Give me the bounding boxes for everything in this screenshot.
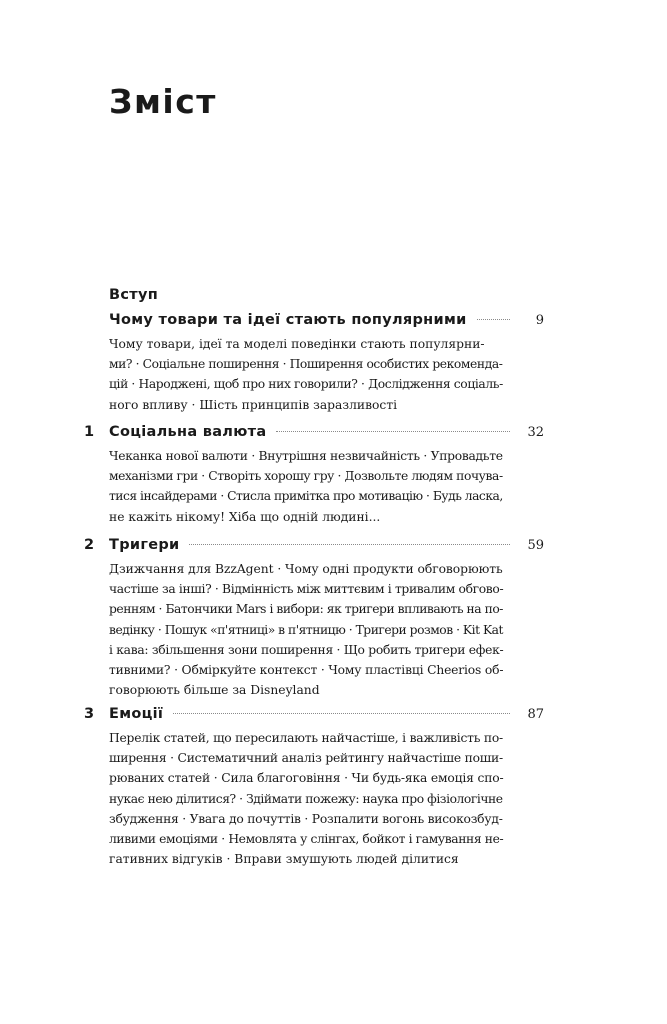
- dot-leader: [276, 431, 510, 432]
- description-line: збудження · Увага до почуттів · Розпалити вогонь високозбуд-: [109, 811, 503, 826]
- dot-leader: [477, 319, 510, 320]
- description-line: ведінку · Пошук «п'ятниці» в п'ятницю · Тригери розмов · Kit Kat: [109, 622, 503, 637]
- chapter-number: 1: [84, 424, 95, 440]
- description-line: Перелік статей, що пересилають найчастіше, і важливість по-: [109, 731, 503, 745]
- description-line: ми? · Соціальне поширення · Поширення особистих рекоменда-: [109, 357, 503, 372]
- description-line: Чеканка нової валюти · Внутрішня незвичайність · Упровадьте: [109, 449, 503, 463]
- description-line: Чому товари, ідеї та моделі поведінки стають популярни-: [109, 337, 485, 351]
- dot-leader: [189, 544, 510, 545]
- intro-description: [109, 334, 503, 415]
- toc-entry-chapter-2[interactable]: [84, 537, 544, 559]
- description-line: ного впливу · Шість принципів заразливості: [109, 397, 398, 412]
- chapter-1-description: [109, 446, 503, 527]
- description-line: і кава: збільшення зони поширення · Що робить тригери ефек-: [109, 642, 504, 657]
- description-line: частіше за інші? · Відмінність між миттєвим і тривалим обгово-: [109, 582, 504, 597]
- chapter-page-number: 59: [527, 538, 544, 553]
- chapter-number: 3: [84, 706, 95, 722]
- description-line: рюваних статей · Сила благоговіння · Чи будь-яка емоція спо-: [109, 771, 504, 786]
- description-line: цій · Народжені, щоб про них говорили? · Дослідження соціаль-: [109, 377, 503, 392]
- description-line: гативних відгуків · Вправи змушують людей ділитися: [109, 852, 459, 867]
- chapter-number: 2: [84, 537, 95, 553]
- description-line: ливими емоціями · Немовлята у слінгах, бойкот і гамування не-: [109, 832, 504, 847]
- chapter-title: Соціальна валюта: [109, 424, 267, 440]
- chapter-title: Тригери: [109, 537, 180, 553]
- description-line: Дзижчання для BzzAgent · Чому одні продукти обговорюють: [109, 562, 503, 576]
- intro-section-label: Вступ: [109, 287, 159, 303]
- intro-title: Чому товари та ідеї стають популярними: [109, 312, 467, 328]
- description-line: тися інсайдерами · Стисла примітка про мотивацію · Будь ласка,: [109, 489, 503, 504]
- dot-leader: [173, 713, 510, 714]
- chapter-title: Емоції: [109, 706, 164, 722]
- toc-entry-intro[interactable]: [84, 312, 544, 334]
- description-line: не кажіть нікому! Хіба що одній людині...: [109, 509, 381, 524]
- intro-page-number: 9: [535, 313, 544, 328]
- chapter-2-description: [109, 559, 503, 700]
- toc-entry-chapter-1[interactable]: [84, 424, 544, 446]
- description-line: ширення · Систематичний аналіз рейтингу найчастіше поши-: [109, 751, 503, 766]
- chapter-3-description: [109, 728, 503, 869]
- description-line: нукає нею ділитися? · Здіймати пожежу: наука про фізіологічне: [109, 791, 503, 806]
- description-line: тивними? · Обміркуйте контекст · Чому пластівці Cheerios об-: [109, 663, 504, 678]
- description-line: ренням · Батончики Mars і вибори: як тригери впливають на по-: [109, 602, 503, 617]
- description-line: механізми гри · Створіть хорошу гру · Дозвольте людям почува-: [109, 469, 503, 484]
- chapter-page-number: 87: [527, 707, 544, 722]
- chapter-page-number: 32: [527, 425, 544, 440]
- description-line: говорюють більше за Disneyland: [109, 683, 320, 698]
- page-title: Зміст: [109, 82, 217, 121]
- toc-entry-chapter-3[interactable]: [84, 706, 544, 728]
